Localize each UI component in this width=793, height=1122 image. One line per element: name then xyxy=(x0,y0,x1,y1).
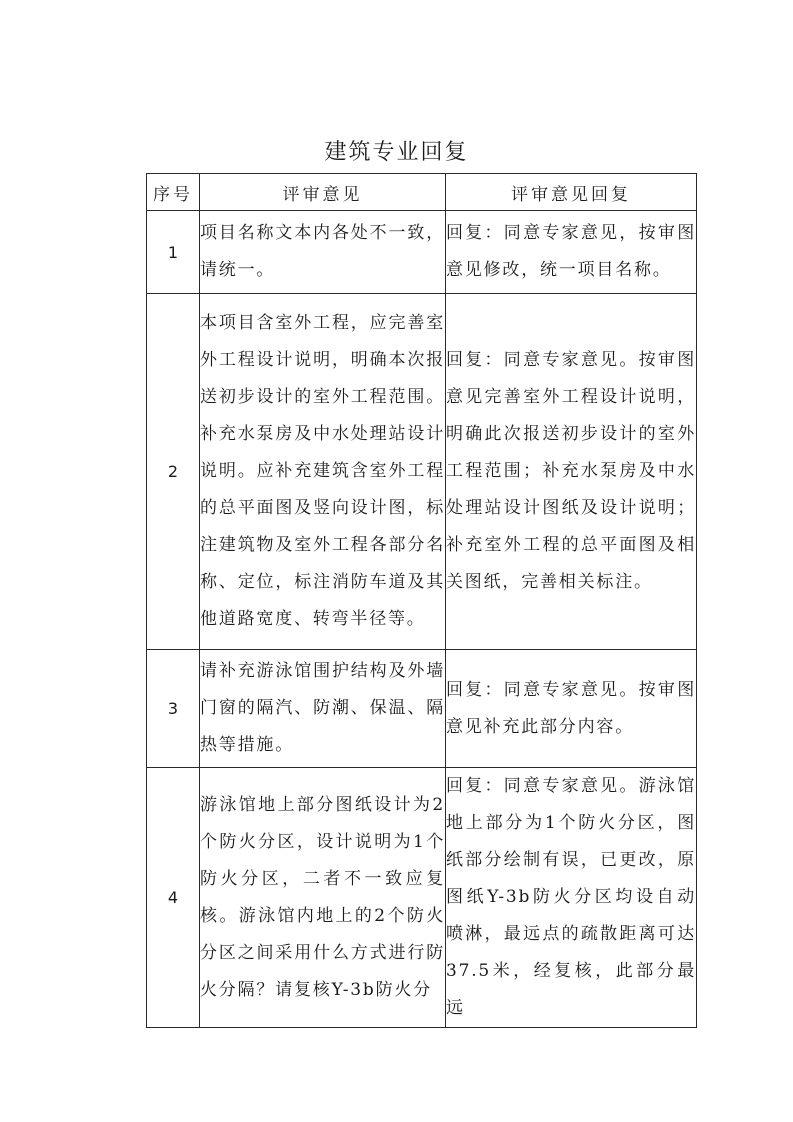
header-review-comment: 评审意见 xyxy=(200,174,446,211)
header-serial-no: 序号 xyxy=(147,174,200,211)
review-reply: 回复：同意专家意见，按审图意见修改，统一项目名称。 xyxy=(446,211,697,294)
table-header-row xyxy=(147,174,697,211)
table-row xyxy=(147,211,697,294)
review-comment: 项目名称文本内各处不一致，请统一。 xyxy=(200,211,446,294)
review-comment: 游泳馆地上部分图纸设计为2个防火分区，设计说明为1个防火分区，二者不一致应复核。游泳馆内地上的2个防火分区之间采用什么方式进行防火分隔？请复核Y-3b防火分 xyxy=(200,768,446,1028)
review-reply: 回复：同意专家意见。按审图意见补充此部分内容。 xyxy=(446,650,697,768)
review-reply: 回复：同意专家意见。游泳馆地上部分为1个防火分区，图纸部分绘制有误，已更改，原图纸Y-3b防火分区均设自动喷淋，最远点的疏散距离可达37.5米，经复核，此部分最远 xyxy=(446,768,697,1028)
review-comment: 本项目含室外工程，应完善室外工程设计说明，明确本次报送初步设计的室外工程范围。补充水泵房及中水处理站设计说明。应补充建筑含室外工程的总平面图及竖向设计图，标注建筑物及室外工程各部分名称、定位，标注消防车道及其他道路宽度、转弯半径等。 xyxy=(200,294,446,650)
review-table xyxy=(146,173,697,1028)
row-number: 4 xyxy=(147,768,200,1028)
row-number: 3 xyxy=(147,650,200,768)
review-comment: 请补充游泳馆围护结构及外墙门窗的隔汽、防潮、保温、隔热等措施。 xyxy=(200,650,446,768)
header-review-reply: 评审意见回复 xyxy=(446,174,697,211)
table-row xyxy=(147,650,697,768)
table-row xyxy=(147,768,697,1028)
review-reply: 回复：同意专家意见。按审图意见完善室外工程设计说明，明确此次报送初步设计的室外工程范围；补充水泵房及中水处理站设计图纸及设计说明；补充室外工程的总平面图及相关图纸，完善相关标注。 xyxy=(446,294,697,650)
row-number: 1 xyxy=(147,211,200,294)
page-title: 建筑专业回复 xyxy=(324,140,469,165)
table-row xyxy=(147,294,697,650)
row-number: 2 xyxy=(147,294,200,650)
